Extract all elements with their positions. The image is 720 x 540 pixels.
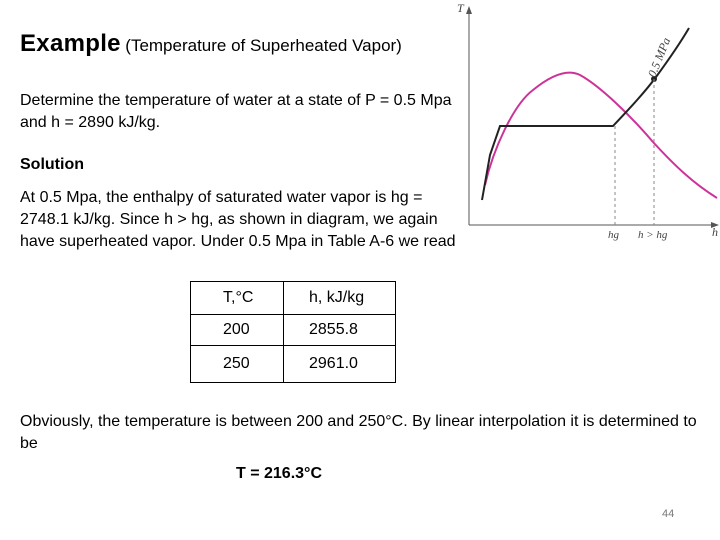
- table-cell: 2855.8: [284, 315, 396, 346]
- pressure-label: 0.5 MPa: [644, 35, 674, 80]
- table-header-cell: h, kJ/kg: [284, 282, 396, 315]
- h-gt-hg-label: h > hg: [638, 229, 668, 241]
- table-cell: 2961.0: [284, 346, 396, 383]
- problem-statement: Determine the temperature of water at a state of P = 0.5 Mpa and h = 2890 kJ/kg.: [20, 92, 452, 131]
- result-value: T = 216.3°C: [236, 465, 322, 482]
- table-header-row: [191, 282, 396, 315]
- y-axis-arrow: [466, 6, 472, 14]
- saturation-dome: [485, 73, 717, 198]
- table-header-cell: T,°C: [191, 282, 284, 315]
- ts-diagram: [455, 0, 720, 250]
- table-row: [191, 315, 396, 346]
- table-cell: 200: [191, 315, 284, 346]
- title-main: Example: [20, 30, 121, 57]
- steam-table: [190, 281, 396, 383]
- solution-text: At 0.5 Mpa, the enthalpy of saturated water vapor is hg = 2748.1 kJ/kg. Since h > hg, as shown in diagram, we again have superheated vapor. Under 0.5 Mpa in Table A-6 we read: [20, 189, 456, 250]
- page-number: 44: [662, 508, 675, 520]
- title-subtitle: (Temperature of Superheated Vapor): [125, 36, 402, 55]
- conclusion-text: Obviously, the temperature is between 200 and 250°C. By linear interpolation it is determined to be: [20, 413, 697, 452]
- hg-label: hg: [608, 229, 619, 241]
- x-axis-label: h: [712, 225, 718, 239]
- y-axis-label: T: [457, 1, 464, 15]
- table-row: [191, 346, 396, 383]
- slide-title: [20, 30, 402, 58]
- solution-heading: Solution: [20, 156, 84, 173]
- table-cell: 250: [191, 346, 284, 383]
